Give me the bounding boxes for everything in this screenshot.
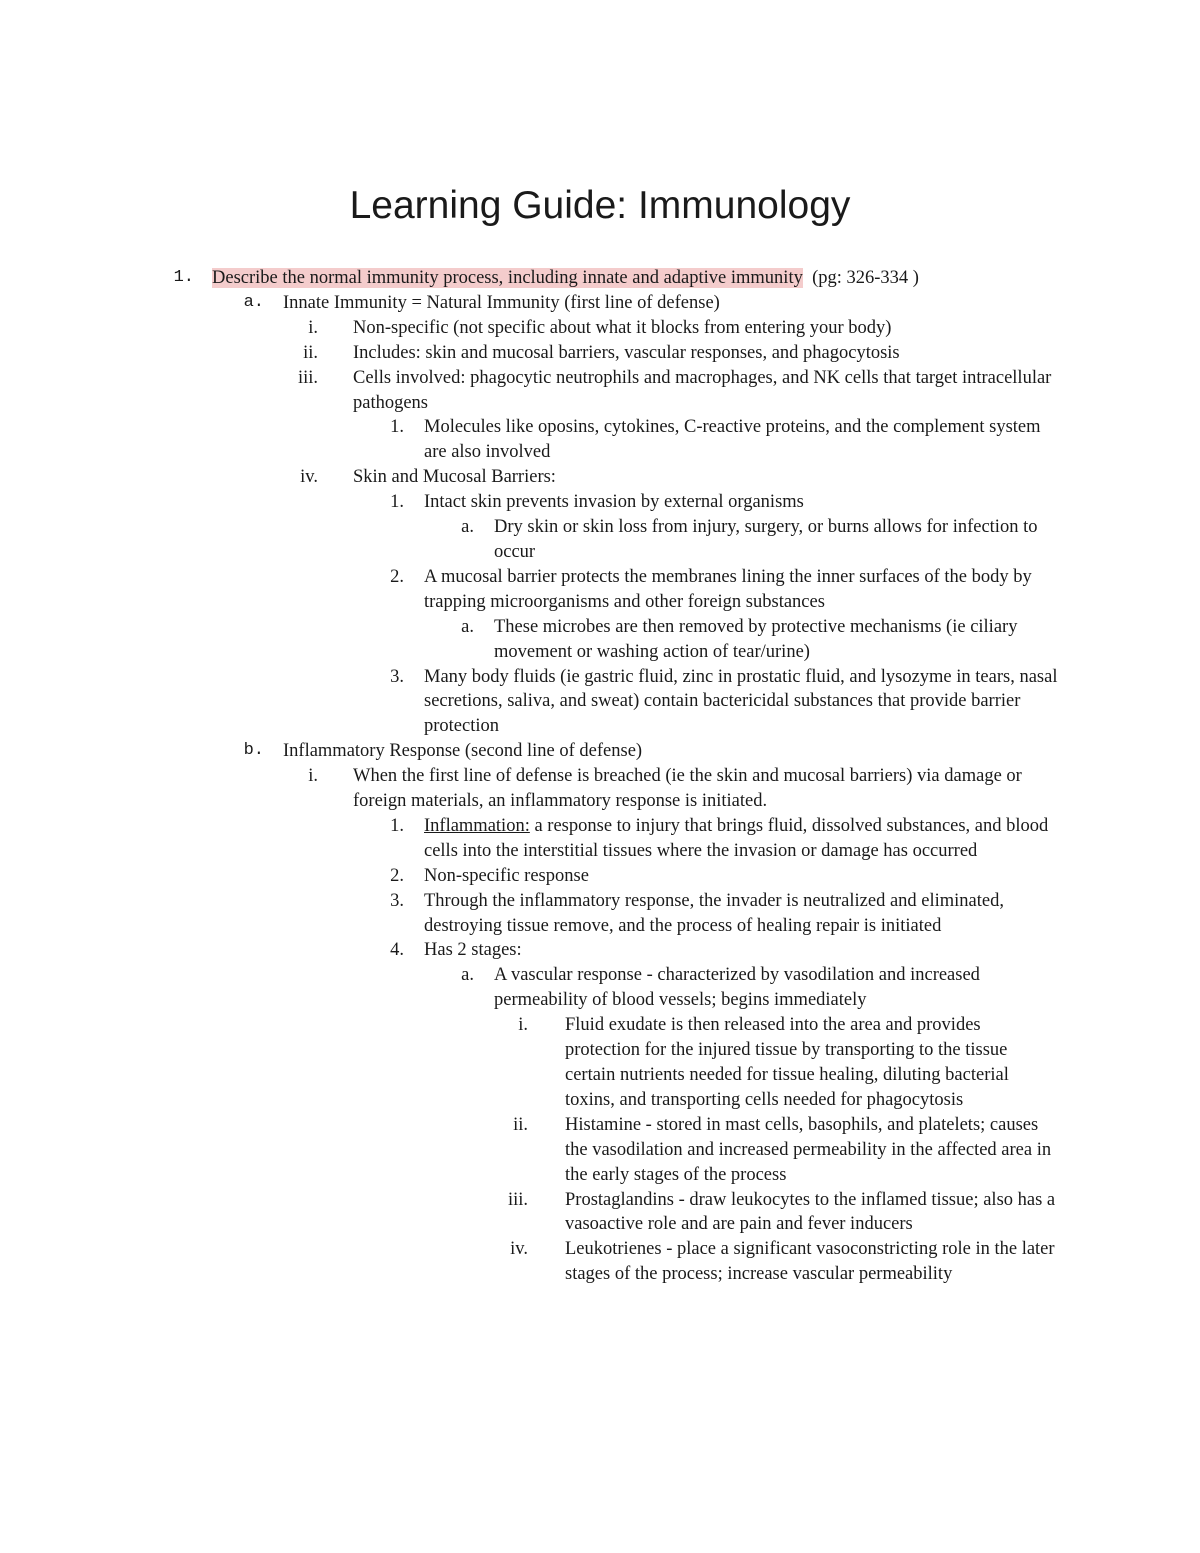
list-text: Fluid exudate is then released into the area and provides protection for the injured tissue by transporting to the tissue certain nutrients needed for tissue healing, diluting bacterial toxins, and transporting cells needed for phagocytosis (565, 1015, 1009, 1110)
list-marker: 1. (173, 268, 194, 287)
list-text: Intact skin prevents invasion by external organisms (424, 492, 804, 513)
list-item (0, 316, 1200, 341)
list-marker: 2. (390, 865, 404, 886)
list-text: Innate Immunity = Natural Immunity (first line of defense) (283, 292, 720, 313)
list-text: Prostaglandins - draw leukocytes to the inflamed tissue; also has a vasoactive role and are pain and fever inducers (565, 1189, 1056, 1235)
list-marker: ii. (513, 1114, 528, 1135)
highlighted-question: Describe the normal immunity process, including innate and adaptive immunity (212, 268, 803, 288)
list-item (0, 465, 1200, 490)
list-item (0, 291, 1200, 316)
list-text: Leukotrienes - place a significant vasoconstricting role in the later stages of the process; increase vascular permeability (565, 1239, 1055, 1285)
list-text: Has 2 stages: (424, 940, 522, 961)
list-item (0, 1113, 1200, 1188)
list-text: Histamine - stored in mast cells, basophils, and platelets; causes the vasodilation and increased permeability in the affected area in the early stages of the process (565, 1114, 1052, 1185)
page-reference: (pg: 326-334 ) (812, 268, 919, 288)
list-text: Includes: skin and mucosal barriers, vascular responses, and phagocytosis (353, 342, 900, 363)
list-item (0, 665, 1200, 740)
list-text: Many body fluids (ie gastric fluid, zinc in prostatic fluid, and lysozyme in tears, nasal secretions, saliva, and sweat) contain bactericidal substances that provide barrier protection (424, 666, 1058, 737)
list-marker: b. (243, 741, 264, 761)
list-marker: 4. (390, 940, 404, 961)
list-item (0, 764, 1200, 814)
list-text: a response to injury that brings fluid, dissolved substances, and blood cells into the interstitial tissues where the invasion or damage has occurred (424, 815, 1049, 861)
list-item (0, 1188, 1200, 1238)
list-item (0, 864, 1200, 889)
list-marker: 3. (390, 890, 404, 911)
list-item (0, 938, 1200, 963)
list-text: When the first line of defense is breached (ie the skin and mucosal barriers) via damage or foreign materials, an inflammatory response is initiated. (353, 766, 1022, 812)
list-marker: iv. (300, 467, 318, 488)
list-text: Molecules like oposins, cytokines, C-reactive proteins, and the complement system are also involved (424, 417, 1041, 463)
list-text: Inflammatory Response (second line of defense) (283, 741, 643, 762)
list-text: Non-specific (not specific about what it blocks from entering your body) (353, 317, 892, 338)
list-item (0, 814, 1200, 864)
list-item (0, 565, 1200, 615)
list-text: Cells involved: phagocytic neutrophils and macrophages, and NK cells that target intracellular pathogens (353, 367, 1052, 413)
list-marker: ii. (303, 342, 318, 363)
list-text: A vascular response - characterized by vasodilation and increased permeability of blood vessels; begins immediately (494, 965, 980, 1011)
list-item (0, 739, 1200, 764)
list-marker: 1. (390, 815, 404, 836)
list-text: Non-specific response (424, 865, 589, 886)
list-marker: 1. (390, 492, 404, 513)
list-marker: iii. (297, 367, 318, 388)
list-text: Skin and Mucosal Barriers: (353, 467, 556, 488)
list-marker: a. (243, 292, 264, 312)
list-marker: 2. (390, 566, 404, 587)
list-marker: i. (308, 317, 318, 338)
list-marker: iv. (510, 1239, 528, 1260)
list-item (0, 341, 1200, 366)
list-marker: i. (308, 766, 318, 787)
list-text: Through the inflammatory response, the invader is neutralized and eliminated, destroying tissue remove, and the process of healing repair is initiated (424, 890, 1004, 936)
outline-list (0, 266, 1200, 1287)
list-marker: i. (518, 1015, 528, 1036)
list-item (0, 615, 1200, 665)
page-title: Learning Guide: Immunology (349, 184, 851, 227)
list-item (0, 490, 1200, 515)
defined-term: Inflammation: (424, 815, 530, 836)
list-item (0, 515, 1200, 565)
list-marker: 1. (390, 417, 404, 438)
list-text: These microbes are then removed by protective mechanisms (ie ciliary movement or washing action of tear/urine) (494, 616, 1018, 662)
list-item (0, 366, 1200, 416)
list-marker: 3. (390, 666, 404, 687)
list-item (0, 1013, 1200, 1113)
list-text: A mucosal barrier protects the membranes lining the inner surfaces of the body by trapping microorganisms and other foreign substances (424, 566, 1032, 612)
list-text: Dry skin or skin loss from injury, surgery, or burns allows for infection to occur (494, 517, 1038, 562)
list-item (0, 889, 1200, 939)
list-item (0, 1237, 1200, 1287)
list-item (0, 963, 1200, 1013)
list-item (0, 266, 1200, 291)
list-item (0, 415, 1200, 465)
list-marker: iii. (507, 1189, 528, 1210)
list-marker: a. (461, 517, 474, 538)
list-marker: a. (461, 616, 474, 637)
list-marker: a. (461, 965, 474, 986)
